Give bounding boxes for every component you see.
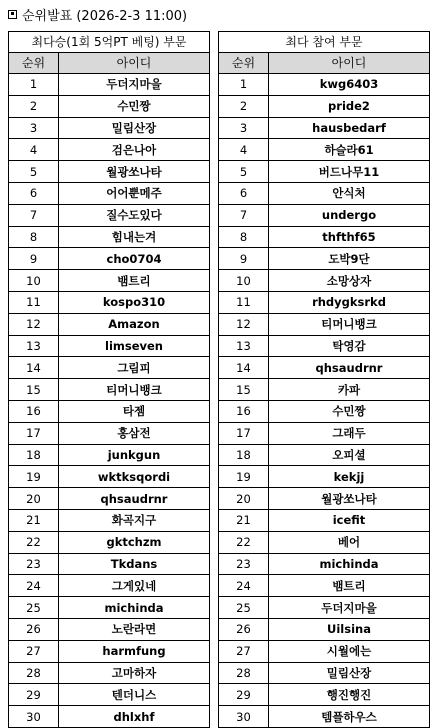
user-id-cell: kwg6403 — [269, 74, 430, 96]
rank-cell: 25 — [219, 597, 269, 619]
user-id-cell: 버드나무11 — [269, 161, 430, 183]
user-id-cell: 고마하자 — [59, 662, 210, 684]
rank-cell: 14 — [9, 357, 59, 379]
user-id-cell: kekjj — [269, 466, 430, 488]
rank-column-header: 순위 — [219, 53, 269, 74]
rank-cell: 3 — [9, 117, 59, 139]
table-row — [9, 618, 210, 640]
table-row — [9, 357, 210, 379]
user-id-cell: 오피셜 — [269, 444, 430, 466]
table-row — [9, 161, 210, 183]
user-id-cell: 티머니뱅크 — [269, 313, 430, 335]
table-caption: 최다승(1회 5억PT 베팅) 부문 — [9, 32, 210, 53]
user-id-cell: kospo310 — [59, 291, 210, 313]
table-row — [219, 139, 430, 161]
user-id-cell: 밀림산장 — [269, 662, 430, 684]
user-id-cell: wktksqordi — [59, 466, 210, 488]
rank-cell: 6 — [9, 182, 59, 204]
user-id-cell: qhsaudrnr — [59, 488, 210, 510]
rank-cell: 24 — [9, 575, 59, 597]
user-id-cell: thfthf65 — [269, 226, 430, 248]
rank-cell: 18 — [219, 444, 269, 466]
table-row — [219, 204, 430, 226]
rank-cell: 30 — [219, 706, 269, 728]
user-id-cell: 뱀트리 — [59, 270, 210, 292]
table-row — [219, 313, 430, 335]
table-row — [219, 248, 430, 270]
table-row — [219, 95, 430, 117]
user-id-cell: 그림피 — [59, 357, 210, 379]
table-row — [9, 270, 210, 292]
rank-cell: 5 — [9, 161, 59, 183]
user-id-cell: 월광쏘나타 — [269, 488, 430, 510]
table-row — [219, 618, 430, 640]
rank-cell: 23 — [9, 553, 59, 575]
rank-cell: 24 — [219, 575, 269, 597]
square-bullet-icon — [8, 10, 17, 19]
user-id-cell: 화곡지구 — [59, 509, 210, 531]
user-id-cell: 질수도있다 — [59, 204, 210, 226]
rank-cell: 9 — [9, 248, 59, 270]
rank-cell: 1 — [219, 74, 269, 96]
rank-cell: 15 — [9, 379, 59, 401]
user-id-cell: junkgun — [59, 444, 210, 466]
table-row — [9, 182, 210, 204]
rank-cell: 23 — [219, 553, 269, 575]
user-id-cell: 노란라면 — [59, 618, 210, 640]
user-id-cell: 월광쏘나타 — [59, 161, 210, 183]
table-row — [9, 531, 210, 553]
table-row — [9, 488, 210, 510]
rank-cell: 1 — [9, 74, 59, 96]
user-id-cell: 검은나아 — [59, 139, 210, 161]
user-id-cell: 두더지마을 — [59, 74, 210, 96]
table-row — [9, 684, 210, 706]
user-id-cell: limseven — [59, 335, 210, 357]
rank-cell: 20 — [9, 488, 59, 510]
rank-cell: 8 — [9, 226, 59, 248]
table-row — [219, 706, 430, 728]
table-row — [9, 204, 210, 226]
table-row — [219, 488, 430, 510]
rank-cell: 18 — [9, 444, 59, 466]
rank-cell: 17 — [9, 422, 59, 444]
table-row — [219, 161, 430, 183]
rank-column-header: 순위 — [9, 53, 59, 74]
user-id-cell: 뱀트리 — [269, 575, 430, 597]
table-row — [9, 313, 210, 335]
user-id-cell: 힘내는겨 — [59, 226, 210, 248]
user-id-cell: undergo — [269, 204, 430, 226]
table-caption: 최다 참여 부문 — [219, 32, 430, 53]
user-id-cell: 도박9단 — [269, 248, 430, 270]
rank-cell: 26 — [219, 618, 269, 640]
rank-cell: 28 — [219, 662, 269, 684]
user-id-cell: 수민짱 — [59, 95, 210, 117]
id-column-header: 아이디 — [269, 53, 430, 74]
rank-cell: 12 — [9, 313, 59, 335]
user-id-cell: 안식처 — [269, 182, 430, 204]
user-id-cell: 텐더니스 — [59, 684, 210, 706]
user-id-cell: Tkdans — [59, 553, 210, 575]
user-id-cell: qhsaudrnr — [269, 357, 430, 379]
rank-cell: 10 — [219, 270, 269, 292]
table-row — [9, 509, 210, 531]
rank-cell: 10 — [9, 270, 59, 292]
rank-cell: 27 — [9, 640, 59, 662]
user-id-cell: icefit — [269, 509, 430, 531]
user-id-cell: pride2 — [269, 95, 430, 117]
rank-cell: 19 — [219, 466, 269, 488]
rank-cell: 13 — [219, 335, 269, 357]
user-id-cell: 템플하우스 — [269, 706, 430, 728]
page-title: 순위발표 (2026-2-3 11:00) — [22, 8, 188, 24]
table-row — [9, 117, 210, 139]
rank-cell: 30 — [9, 706, 59, 728]
user-id-cell: hausbedarf — [269, 117, 430, 139]
user-id-cell: harmfung — [59, 640, 210, 662]
table-row — [9, 74, 210, 96]
table-row — [9, 248, 210, 270]
table-row — [9, 575, 210, 597]
user-id-cell: cho0704 — [59, 248, 210, 270]
rank-cell: 26 — [9, 618, 59, 640]
user-id-cell: 티머니뱅크 — [59, 379, 210, 401]
table-row — [219, 74, 430, 96]
rank-cell: 4 — [9, 139, 59, 161]
table-row — [219, 662, 430, 684]
rank-cell: 22 — [219, 531, 269, 553]
table-row — [9, 95, 210, 117]
table-row — [9, 640, 210, 662]
page-header — [8, 3, 187, 25]
table-row — [219, 291, 430, 313]
rank-cell: 16 — [219, 400, 269, 422]
table-row — [219, 357, 430, 379]
table-row — [219, 509, 430, 531]
rank-cell: 28 — [9, 662, 59, 684]
rank-cell: 29 — [9, 684, 59, 706]
user-id-cell: michinda — [59, 597, 210, 619]
user-id-cell: 수민짱 — [269, 400, 430, 422]
rank-cell: 9 — [219, 248, 269, 270]
user-id-cell: 타젬 — [59, 400, 210, 422]
table-row — [219, 531, 430, 553]
rank-cell: 14 — [219, 357, 269, 379]
rank-cell: 29 — [219, 684, 269, 706]
table-row — [9, 553, 210, 575]
table-row — [9, 706, 210, 728]
user-id-cell: 시월에는 — [269, 640, 430, 662]
rank-cell: 17 — [219, 422, 269, 444]
user-id-cell: michinda — [269, 553, 430, 575]
rank-cell: 27 — [219, 640, 269, 662]
table-row — [9, 226, 210, 248]
user-id-cell: 어어뿐메주 — [59, 182, 210, 204]
rank-cell: 11 — [9, 291, 59, 313]
user-id-cell: 그래두 — [269, 422, 430, 444]
rank-cell: 2 — [9, 95, 59, 117]
table-row — [9, 662, 210, 684]
table-row — [219, 575, 430, 597]
user-id-cell: 두더지마을 — [269, 597, 430, 619]
table-row — [219, 597, 430, 619]
user-id-cell: 행진행진 — [269, 684, 430, 706]
table-row — [219, 640, 430, 662]
table-row — [219, 379, 430, 401]
rank-cell: 8 — [219, 226, 269, 248]
table-row — [9, 379, 210, 401]
most-wins-table — [8, 31, 210, 728]
user-id-cell: gktchzm — [59, 531, 210, 553]
user-id-cell: 홍삼전 — [59, 422, 210, 444]
user-id-cell: 소망상자 — [269, 270, 430, 292]
rank-cell: 5 — [219, 161, 269, 183]
table-row — [219, 444, 430, 466]
rank-cell: 11 — [219, 291, 269, 313]
user-id-cell: 하슬라61 — [269, 139, 430, 161]
table-row — [219, 182, 430, 204]
rank-cell: 21 — [9, 509, 59, 531]
rank-cell: 20 — [219, 488, 269, 510]
table-row — [219, 684, 430, 706]
table-row — [219, 117, 430, 139]
rank-cell: 21 — [219, 509, 269, 531]
rank-cell: 6 — [219, 182, 269, 204]
rank-cell: 3 — [219, 117, 269, 139]
table-row — [9, 139, 210, 161]
user-id-cell: 그게있네 — [59, 575, 210, 597]
table-row — [9, 335, 210, 357]
rank-cell: 4 — [219, 139, 269, 161]
table-row — [219, 466, 430, 488]
user-id-cell: 베어 — [269, 531, 430, 553]
user-id-cell: 탁영감 — [269, 335, 430, 357]
id-column-header: 아이디 — [59, 53, 210, 74]
user-id-cell: 카파 — [269, 379, 430, 401]
table-row — [219, 270, 430, 292]
rank-cell: 25 — [9, 597, 59, 619]
table-row — [219, 335, 430, 357]
rank-cell: 2 — [219, 95, 269, 117]
table-row — [9, 291, 210, 313]
table-row — [219, 422, 430, 444]
table-row — [9, 400, 210, 422]
most-participation-table — [218, 31, 430, 728]
rank-cell: 13 — [9, 335, 59, 357]
user-id-cell: dhlxhf — [59, 706, 210, 728]
rank-cell: 7 — [9, 204, 59, 226]
rank-cell: 12 — [219, 313, 269, 335]
rank-cell: 22 — [9, 531, 59, 553]
table-row — [9, 422, 210, 444]
table-row — [219, 400, 430, 422]
table-row — [219, 226, 430, 248]
rank-cell: 15 — [219, 379, 269, 401]
table-row — [9, 466, 210, 488]
rank-cell: 19 — [9, 466, 59, 488]
table-row — [219, 553, 430, 575]
table-row — [9, 444, 210, 466]
rank-cell: 16 — [9, 400, 59, 422]
table-row — [9, 597, 210, 619]
user-id-cell: Amazon — [59, 313, 210, 335]
rank-cell: 7 — [219, 204, 269, 226]
user-id-cell: rhdygksrkd — [269, 291, 430, 313]
user-id-cell: 밀림산장 — [59, 117, 210, 139]
user-id-cell: Uilsina — [269, 618, 430, 640]
